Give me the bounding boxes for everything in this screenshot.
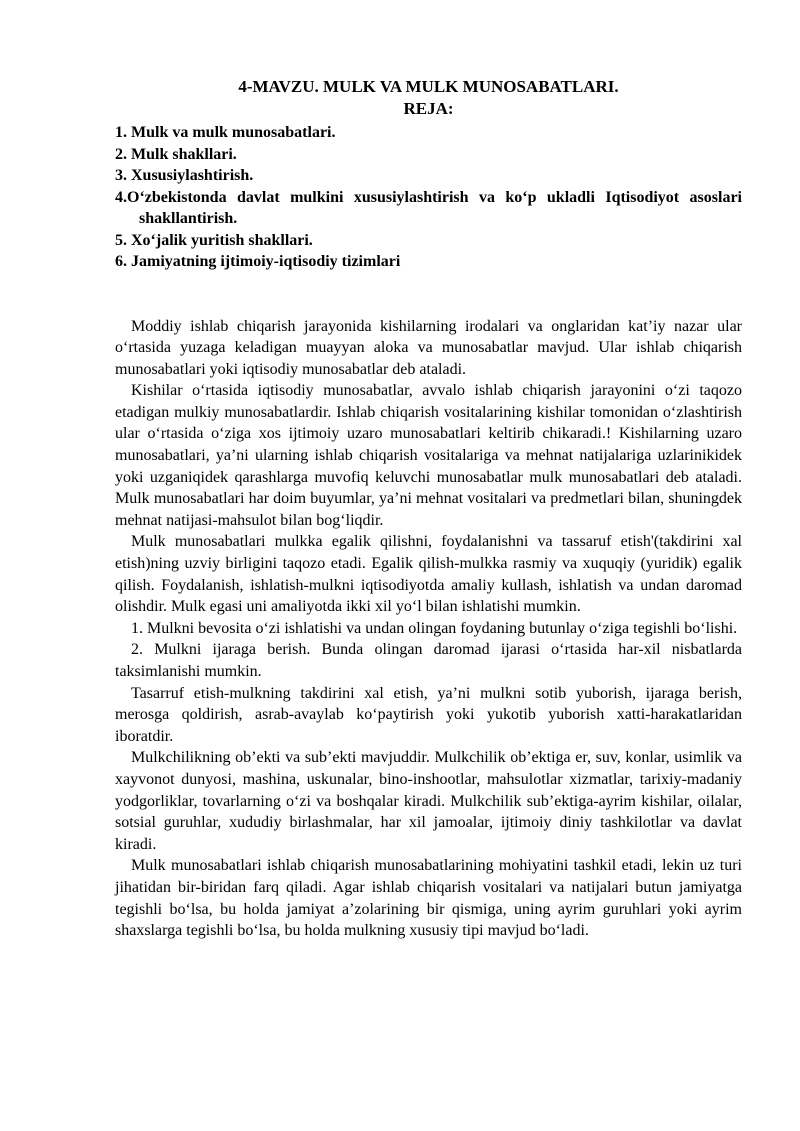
paragraph: Tasarruf etish-mulkning takdirini xal etish, ya’ni mulkni sotib yuborish, ijaraga berish, merosga qoldirish, asrab-avaylab ko‘paytirish yoki yukotib yuborish xatti-harakatlaridan iboratdir.	[115, 684, 742, 745]
paragraph: Mulk munosabatlari ishlab chiqarish munosabatlarining mohiyatini tashkil etadi, lekin uz turi jihatidan bir-biridan farq qiladi. Agar ishlab chiqarish vositalari va natijalari butun jamiyatga tegishli bo‘lsa, bu holda jamiyat a’zolarining bir qismiga, uning ayrim guruhlari yoki ayrim shaxslarga tegishli bo‘lsa, bu holda mulkning xususiy tipi mavjud bo‘ladi.	[115, 857, 742, 940]
paragraph: 1. Mulkni bevosita o‘zi ishlatishi va undan olingan foydaning butunlay o‘ziga tegishli bo‘lishi.	[131, 619, 738, 637]
plan-item: 1. Mulk va mulk munosabatlari.	[115, 124, 336, 141]
paragraph: Mulkchilikning ob’ekti va sub’ekti mavjuddir. Mulkchilik ob’ektiga er, suv, konlar, usimlik va xayvonot dunyosi, mashina, uskunalar, bino-inshootlar, mahsulotlar xizmatlar, tarixiy-madaniy yodgorliklar, tovarlarning o‘zi va boshqalar kiradi. Mulkchilik sub’ektiga-ayrim kishilar, oilalar, sotsial guruhlar, xududiy birlashmalar, har xil jamoalar, ijtimoiy diniy tashkilotlar va davlat kiradi.	[115, 749, 742, 853]
plan-heading: REJA:	[403, 99, 454, 118]
plan-list	[115, 122, 742, 273]
plan-item: 6. Jamiyatning ijtimoiy-iqtisodiy tizimlari	[115, 253, 401, 270]
paragraph: Moddiy ishlab chiqarish jarayonida kishilarning irodalari va onglaridan kat’iy nazar ular o‘rtasida yuzaga keladigan muayyan aloka va munosabatlar mavjud. Ular ishlab chiqarish munosabatlari yoki iqtisodiy munosabatlar deb ataladi.	[115, 317, 742, 378]
body-text	[115, 316, 742, 942]
paragraph: Mulk munosabatlari mulkka egalik qilishni, foydalanishni va tassaruf etish'(takdirini xal etish)ning uzviy birligini taqozo etadi. Egalik qilish-mulkka rasmiy va xuquqiy (yuridik) egalik qilish. Foydalanish, ishlatish-mulkni iqtisodiyotda amaliy kullash, ishlatish va undan daromad olishdir. Mulk egasi uni amaliyotda ikki xil yo‘l bilan ishlatishi mumkin.	[115, 533, 742, 616]
plan-item: 3. Xususiylashtirish.	[115, 167, 254, 184]
paragraph: Kishilar o‘rtasida iqtisodiy munosabatlar, avvalo ishlab chiqarish jarayonini o‘zi taqozo etadigan mulkiy munosabatlardir. Ishlab chiqarish vositalarining kishilar tomonidan o‘zlashtirish ular o‘rtasida o‘ziga xos ijtimoiy uzaro munosabatlari keltirib chikaradi.! Kishilarning uzaro munosabatlari, ya’ni ularning ishlab chiqarish vositalariga va mehnat natijalariga uzlarinikidek yoki uzganiqidek qarashlarga muvofiq keluvchi munosabatlar mulk munosabatlari deb ataladi. Mulk munosabatlari har doim buyumlar, ya’ni mehnat vositalari va predmetlari bilan, shuningdek mehnat natijasi-mahsulot bilan bog‘liqdir.	[115, 382, 742, 529]
plan-item: 2. Mulk shakllari.	[115, 145, 237, 163]
document-title: 4-MAVZU. MULK VA MULK MUNOSABATLARI.	[238, 77, 619, 96]
plan-item: 5. Xo‘jalik yuritish shakllari.	[115, 231, 313, 249]
plan-item: 4.O‘zbekistonda davlat mulkini xususiylashtirish va ko‘p ukladli Iqtisodiyot asoslari shakllantirish.	[115, 188, 742, 227]
document-page	[115, 76, 742, 942]
paragraph: 2. Mulkni ijaraga berish. Bunda olingan daromad ijarasi o‘rtasida har-xil nisbatlarda taksimlanishi mumkin.	[115, 641, 742, 680]
